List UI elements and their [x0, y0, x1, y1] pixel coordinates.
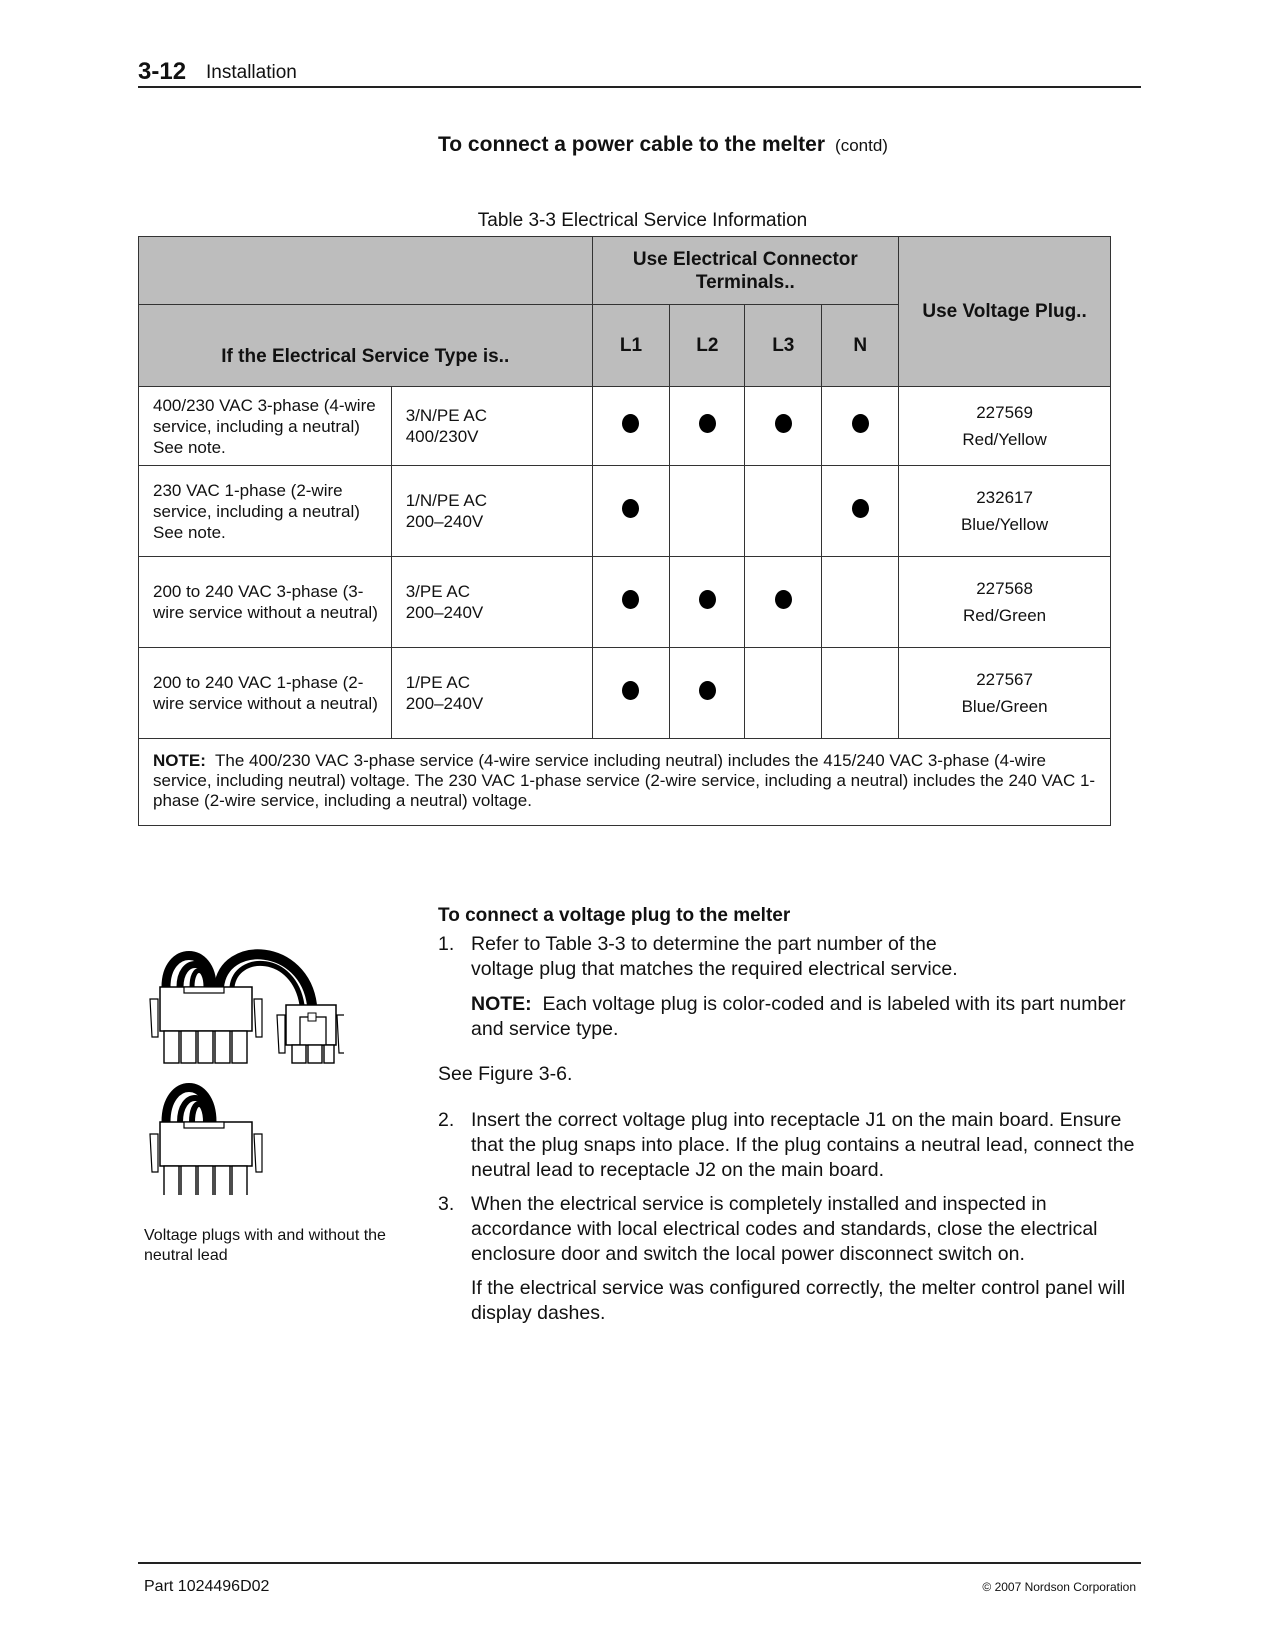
service-rating [391, 557, 592, 648]
rating-line-1: 1/PE AC [405, 673, 470, 692]
page-number: 3-12 [138, 58, 187, 85]
plug-part-number: 227569 [976, 403, 1033, 422]
step-3-followup: If the electrical service was configured correctly, the melter control panel will display dashes. [471, 1277, 1126, 1324]
voltage-plug-cell [899, 387, 1111, 466]
plug-color-code: Blue/Green [961, 697, 1048, 716]
procedure-heading: To connect a voltage plug to the melter [438, 905, 791, 926]
terminal-n-cell [822, 648, 899, 739]
terminal-l1-cell [592, 648, 670, 739]
header-terminals: Use Electrical Connector Terminals.. [592, 237, 899, 305]
plug-with-neutral-icon [150, 954, 344, 1063]
step-1-note [471, 992, 1151, 1042]
plug-color-code: Blue/Yellow [960, 515, 1049, 534]
electrical-service-table [138, 236, 1111, 826]
terminal-l2-cell [670, 466, 745, 557]
terminal-n-cell [822, 466, 899, 557]
table-row [139, 648, 1111, 739]
header-service-type: If the Electrical Service Type is.. [139, 305, 593, 387]
voltage-plug-cell [899, 648, 1111, 739]
table-note [139, 739, 1111, 826]
rating-line-1: 1/N/PE AC [405, 491, 487, 510]
figure-caption: Voltage plugs with and without the neutral lead [144, 1227, 386, 1264]
terminal-used-dot-icon [622, 414, 639, 433]
see-figure: See Figure 3-6. [438, 1063, 573, 1085]
footer-rule [138, 1562, 1141, 1564]
step-1-note-label: NOTE: [471, 993, 532, 1015]
header-terminal-n: N [822, 305, 899, 387]
terminal-l3-cell [745, 557, 822, 648]
step-3-number: 3. [438, 1193, 455, 1215]
plug-color-code: Red/Green [962, 606, 1047, 625]
service-rating [391, 387, 592, 466]
section-name: Installation [206, 62, 297, 83]
table-caption: Table 3-3 Electrical Service Information [477, 210, 808, 231]
rating-line-1: 3/N/PE AC [405, 406, 487, 425]
page-title [438, 133, 888, 157]
terminal-l1-cell [592, 387, 670, 466]
service-description: 200 to 240 VAC 3-phase (3-wire service without a neutral) [139, 557, 392, 648]
terminal-used-dot-icon [775, 414, 792, 433]
table-row [139, 387, 1111, 466]
table-row [139, 557, 1111, 648]
terminal-l3-cell [745, 466, 822, 557]
terminal-used-dot-icon [699, 590, 716, 609]
terminal-used-dot-icon [699, 681, 716, 700]
table-note-text: The 400/230 VAC 3-phase service (4-wire service including neutral) includes the 415/240 VAC 3-phase (4-wire service, including neutral) voltage. The 230 VAC 1-phase service (2-wire service, including a neutral) includes the 240 VAC 1-phase (2-wire service, including a neutral) voltage. [153, 751, 1096, 810]
header-plug: Use Voltage Plug.. [899, 237, 1111, 387]
plug-part-number: 232617 [976, 488, 1033, 507]
terminal-used-dot-icon [775, 590, 792, 609]
table-row [139, 466, 1111, 557]
terminal-n-cell [822, 557, 899, 648]
step-2-number: 2. [438, 1109, 455, 1131]
step-2-text: Insert the correct voltage plug into receptacle J1 on the main board. Ensure that the plug snaps into place. If the plug contains a neutral lead, connect the neutral lead to receptacle J2 on the main board. [471, 1109, 1135, 1181]
plug-part-number: 227568 [976, 579, 1033, 598]
rating-line-2: 200–240V [405, 603, 484, 622]
service-rating [391, 466, 592, 557]
part-number: Part 1024496D02 [144, 1578, 270, 1595]
header-terminal-l2: L2 [670, 305, 745, 387]
voltage-plugs-figure [144, 945, 344, 1195]
terminal-used-dot-icon [852, 414, 869, 433]
step-1-text: Refer to Table 3-3 to determine the part number of the voltage plug that matches the required electrical service. [471, 933, 958, 980]
copyright: © 2007 Nordson Corporation [982, 1580, 1136, 1594]
table-note-label: NOTE: [153, 751, 206, 770]
plug-part-number: 227567 [976, 670, 1033, 689]
plug-color-code: Red/Yellow [962, 430, 1047, 449]
service-description: 200 to 240 VAC 1-phase (2-wire service without a neutral) [139, 648, 392, 739]
terminal-l2-cell [670, 648, 745, 739]
voltage-plug-cell [899, 557, 1111, 648]
terminal-l1-cell [592, 466, 670, 557]
terminal-l1-cell [592, 557, 670, 648]
title-main: To connect a power cable to the melter [438, 133, 826, 156]
plug-without-neutral-icon [150, 1088, 262, 1196]
step-3-text: When the electrical service is completely installed and inspected in accordance with local electrical codes and standards, close the electrical enclosure door and switch the local power disconnect switch on. [471, 1193, 1098, 1265]
terminal-used-dot-icon [622, 681, 639, 700]
title-contd: (contd) [835, 136, 888, 155]
step-1-note-text: Each voltage plug is color-coded and is labeled with its part number and service type. [471, 993, 1126, 1040]
rating-line-2: 200–240V [405, 694, 484, 713]
header-rule [138, 86, 1141, 88]
terminal-used-dot-icon [622, 590, 639, 609]
service-description: 230 VAC 1-phase (2-wire service, including a neutral) See note. [139, 466, 392, 557]
voltage-plug-cell [899, 466, 1111, 557]
header-terminal-l3: L3 [745, 305, 822, 387]
terminal-used-dot-icon [699, 414, 716, 433]
header-terminal-l1: L1 [592, 305, 670, 387]
terminal-l2-cell [670, 387, 745, 466]
service-rating [391, 648, 592, 739]
terminal-used-dot-icon [852, 499, 869, 518]
terminal-l3-cell [745, 387, 822, 466]
terminal-l3-cell [745, 648, 822, 739]
rating-line-2: 400/230V [405, 427, 479, 446]
rating-line-2: 200–240V [405, 512, 484, 531]
terminal-l2-cell [670, 557, 745, 648]
step-1-number: 1. [438, 933, 455, 955]
terminal-used-dot-icon [622, 499, 639, 518]
service-description: 400/230 VAC 3-phase (4-wire service, including a neutral) See note. [139, 387, 392, 466]
terminal-n-cell [822, 387, 899, 466]
header-blank [139, 237, 593, 305]
rating-line-1: 3/PE AC [405, 582, 470, 601]
